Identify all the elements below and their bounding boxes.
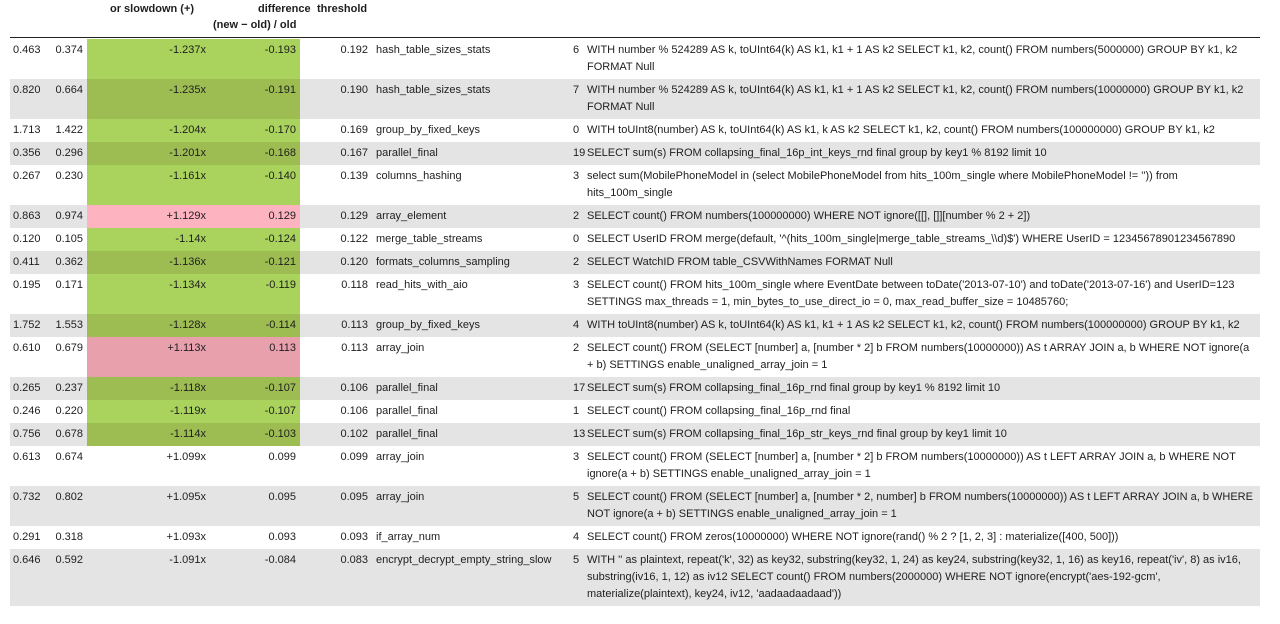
- old-time-cell: 0.356: [10, 142, 46, 165]
- query-index-cell: 3: [573, 170, 580, 182]
- table-row: [10, 446, 1260, 486]
- new-time-cell: 0.220: [55, 405, 83, 417]
- new-time-cell: 0.318: [55, 531, 83, 543]
- table-row: [10, 205, 1260, 228]
- difference-cell: -0.119: [210, 274, 300, 314]
- ratio-column-header: or slowdown (+): [110, 3, 195, 15]
- query-index-cell: 5: [569, 486, 583, 526]
- difference-cell: -0.168: [210, 142, 300, 165]
- difference-cell: -0.107: [210, 377, 300, 400]
- table-row: [10, 377, 1260, 400]
- new-time-cell: 0.974: [46, 205, 87, 228]
- query-index-cell: 4: [569, 314, 583, 337]
- table-row: [10, 79, 1260, 119]
- old-time-cell: 0.120: [13, 233, 41, 245]
- query-cell: SELECT count() FROM (SELECT [number] a, [number * 2, number] b FROM numbers(10000000)) AS t LEFT ARRAY JOIN a, b WHERE NOT ignore(a + b) SETTINGS enable_unaligned_array_join = 1: [583, 486, 1260, 526]
- new-time-cell: 0.374: [55, 44, 83, 56]
- test-name-cell: merge_table_streams: [376, 233, 483, 245]
- table-row: [10, 526, 1260, 549]
- difference-cell: 0.095: [210, 486, 300, 526]
- ratio-cell: -1.161x: [87, 165, 210, 205]
- old-time-cell: 0.265: [10, 377, 46, 400]
- table-header: [0, 0, 1280, 38]
- new-time-cell: 0.592: [46, 549, 87, 606]
- query-index-cell: 0: [573, 233, 580, 245]
- difference-cell: -0.140: [210, 165, 300, 205]
- threshold-cell: 0.095: [300, 486, 372, 526]
- test-name-cell: array_join: [376, 451, 425, 463]
- difference-cell: 0.093: [268, 531, 296, 543]
- threshold-cell: 0.192: [340, 44, 368, 56]
- test-name-cell: parallel_final: [372, 377, 569, 400]
- difference-cell: -0.170: [210, 119, 300, 142]
- difference-cell: -0.084: [210, 549, 300, 606]
- threshold-cell: 0.139: [340, 170, 368, 182]
- test-name-cell: encrypt_decrypt_empty_string_slow: [372, 549, 569, 606]
- query-index-cell: 4: [573, 531, 580, 543]
- ratio-cell: -1.114x: [87, 423, 210, 446]
- test-name-cell: group_by_fixed_keys: [376, 124, 480, 136]
- query-index-cell: 3: [573, 279, 580, 291]
- difference-formula-header: (new − old) / old: [213, 19, 297, 31]
- difference-cell: -0.191: [210, 79, 300, 119]
- old-time-cell: 0.246: [13, 405, 41, 417]
- query-index-cell: 0: [573, 124, 580, 136]
- table-row: [10, 165, 1260, 205]
- ratio-cell: -1.204x: [87, 119, 210, 142]
- threshold-cell: 0.169: [340, 124, 368, 136]
- new-time-cell: 0.296: [46, 142, 87, 165]
- query-index-cell: 5: [569, 549, 583, 606]
- query-cell: WITH toUInt8(number) AS k, toUInt64(k) AS k1, k AS k2 SELECT k1, k2, count() FROM numbers(100000000) GROUP BY k1, k2: [587, 124, 1215, 136]
- old-time-cell: 0.613: [13, 451, 41, 463]
- query-cell: select sum(MobilePhoneModel in (select MobilePhoneModel from hits_100m_single where MobilePhoneModel != '')) from hits_100m_single: [587, 170, 1178, 199]
- ratio-cell: -1.119x: [87, 400, 210, 423]
- query-cell: SELECT WatchID FROM table_CSVWithNames FORMAT Null: [583, 251, 1260, 274]
- ratio-cell: -1.136x: [87, 251, 210, 274]
- query-index-cell: 7: [569, 79, 583, 119]
- difference-cell: -0.193: [210, 39, 300, 79]
- query-cell: WITH number % 524289 AS k, toUInt64(k) AS k1, k1 + 1 AS k2 SELECT k1, k2, count() FROM numbers(10000000) GROUP BY k1, k2 FORMAT Null: [583, 79, 1260, 119]
- table-row: [10, 228, 1260, 251]
- old-time-cell: 0.463: [13, 44, 41, 56]
- query-index-cell: 6: [573, 44, 580, 56]
- old-time-cell: 0.756: [10, 423, 46, 446]
- ratio-cell: +1.113x: [87, 337, 210, 377]
- threshold-cell: 0.118: [341, 279, 368, 291]
- difference-cell: 0.129: [210, 205, 300, 228]
- table-row: [10, 549, 1260, 606]
- new-time-cell: 0.678: [46, 423, 87, 446]
- threshold-cell: 0.083: [300, 549, 372, 606]
- query-cell: SELECT count() FROM collapsing_final_16p_rnd final: [587, 405, 851, 417]
- old-time-cell: 0.863: [10, 205, 46, 228]
- query-cell: SELECT count() FROM numbers(100000000) WHERE NOT ignore([[], []][number % 2 + 2]): [583, 205, 1260, 228]
- new-time-cell: 0.679: [55, 342, 83, 354]
- threshold-cell: 0.190: [300, 79, 372, 119]
- query-index-cell: 13: [569, 423, 583, 446]
- difference-column-header: difference: [258, 3, 311, 15]
- ratio-cell: -1.134x: [87, 274, 210, 314]
- ratio-cell: +1.099x: [166, 451, 206, 463]
- old-time-cell: 0.291: [13, 531, 41, 543]
- threshold-cell: 0.167: [300, 142, 372, 165]
- test-name-cell: array_join: [376, 342, 425, 354]
- table-row: [10, 423, 1260, 446]
- test-name-cell: read_hits_with_aio: [376, 279, 468, 291]
- query-cell: SELECT count() FROM (SELECT [number] a, [number * 2] b FROM numbers(10000000)) AS t LEFT ARRAY JOIN a, b WHERE NOT ignore(a + b) SETTINGS enable_unaligned_array_join = 1: [587, 451, 1236, 480]
- query-cell: SELECT sum(s) FROM collapsing_final_16p_rnd final group by key1 % 8192 limit 10: [583, 377, 1260, 400]
- old-time-cell: 0.610: [13, 342, 41, 354]
- ratio-cell: -1.128x: [87, 314, 210, 337]
- old-time-cell: 0.411: [10, 251, 46, 274]
- ratio-cell: -1.235x: [87, 79, 210, 119]
- table-row: [10, 337, 1260, 377]
- query-index-cell: 1: [573, 405, 580, 417]
- threshold-cell: 0.093: [340, 531, 368, 543]
- new-time-cell: 0.237: [46, 377, 87, 400]
- query-index-cell: 2: [569, 205, 583, 228]
- table-row: [10, 274, 1260, 314]
- ratio-cell: -1.14x: [87, 228, 210, 251]
- threshold-cell: 0.102: [300, 423, 372, 446]
- threshold-cell: 0.129: [300, 205, 372, 228]
- new-time-cell: 0.664: [46, 79, 87, 119]
- test-name-cell: columns_hashing: [376, 170, 462, 182]
- difference-cell: -0.114: [210, 314, 300, 337]
- query-cell: SELECT UserID FROM merge(default, '^(hits_100m_single|merge_table_streams_\\d)$') WHERE UserID = 12345678901234567890: [587, 233, 1236, 245]
- threshold-cell: 0.099: [340, 451, 368, 463]
- test-name-cell: parallel_final: [376, 405, 438, 417]
- old-time-cell: 0.267: [13, 170, 41, 182]
- threshold-cell: 0.106: [300, 377, 372, 400]
- new-time-cell: 0.362: [46, 251, 87, 274]
- ratio-cell: -1.201x: [87, 142, 210, 165]
- new-time-cell: 1.553: [46, 314, 87, 337]
- threshold-cell: 0.122: [340, 233, 368, 245]
- query-index-cell: 2: [569, 251, 583, 274]
- ratio-cell: -1.118x: [87, 377, 210, 400]
- query-cell: WITH '' as plaintext, repeat('k', 32) as key32, substring(key32, 1, 24) as key24, substring(key32, 1, 16) as key16, repeat('iv', 8) as iv16, substring(iv16, 1, 12) as iv12 SELECT count() FROM numbers(2000000) WHERE NOT ignore(encrypt('aes-192-gcm', materialize(plaintext), key24, iv12, 'aadaadaadaad')): [583, 549, 1260, 606]
- query-cell: SELECT count() FROM hits_100m_single where EventDate between toDate('2013-07-10') and toDate('2013-07-16') and UserID=123 SETTINGS max_threads = 1, min_bytes_to_use_direct_io = 0, max_read_buffer_size = 10485760;: [587, 279, 1235, 308]
- performance-comparison-table: [10, 39, 1260, 606]
- table-row: [10, 39, 1260, 79]
- old-time-cell: 0.195: [13, 279, 41, 291]
- difference-cell: 0.113: [210, 337, 300, 377]
- old-time-cell: 1.713: [13, 124, 41, 136]
- table-row: [10, 119, 1260, 142]
- difference-cell: -0.121: [210, 251, 300, 274]
- difference-cell: -0.103: [210, 423, 300, 446]
- new-time-cell: 0.674: [55, 451, 83, 463]
- threshold-cell: 0.113: [300, 314, 372, 337]
- new-time-cell: 1.422: [55, 124, 83, 136]
- test-name-cell: array_element: [372, 205, 569, 228]
- query-cell: SELECT sum(s) FROM collapsing_final_16p_int_keys_rnd final group by key1 % 8192 limit 10: [583, 142, 1260, 165]
- threshold-cell: 0.120: [300, 251, 372, 274]
- table-row: [10, 314, 1260, 337]
- old-time-cell: 0.732: [10, 486, 46, 526]
- query-index-cell: 2: [573, 342, 580, 354]
- ratio-cell: +1.129x: [87, 205, 210, 228]
- header-divider: [10, 37, 1260, 38]
- old-time-cell: 0.820: [10, 79, 46, 119]
- test-name-cell: formats_columns_sampling: [372, 251, 569, 274]
- test-name-cell: group_by_fixed_keys: [372, 314, 569, 337]
- new-time-cell: 0.171: [55, 279, 83, 291]
- threshold-cell: 0.113: [341, 342, 368, 354]
- test-name-cell: hash_table_sizes_stats: [372, 79, 569, 119]
- test-name-cell: array_join: [372, 486, 569, 526]
- test-name-cell: parallel_final: [372, 142, 569, 165]
- difference-cell: 0.099: [268, 451, 296, 463]
- difference-cell: -0.107: [210, 400, 300, 423]
- ratio-cell: -1.091x: [87, 549, 210, 606]
- ratio-cell: +1.093x: [166, 531, 206, 543]
- table-row: [10, 486, 1260, 526]
- query-cell: WITH number % 524289 AS k, toUInt64(k) AS k1, k1 + 1 AS k2 SELECT k1, k2, count() FROM numbers(5000000) GROUP BY k1, k2 FORMAT Null: [587, 44, 1238, 73]
- query-cell: SELECT count() FROM (SELECT [number] a, [number * 2] b FROM numbers(10000000)) AS t ARRAY JOIN a, b WHERE NOT ignore(a + b) SETTINGS enable_unaligned_array_join = 1: [587, 342, 1250, 371]
- old-time-cell: 1.752: [10, 314, 46, 337]
- query-index-cell: 3: [573, 451, 580, 463]
- test-name-cell: parallel_final: [372, 423, 569, 446]
- query-index-cell: 19: [569, 142, 583, 165]
- old-time-cell: 0.646: [10, 549, 46, 606]
- ratio-cell: -1.237x: [87, 39, 210, 79]
- query-cell: SELECT sum(s) FROM collapsing_final_16p_str_keys_rnd final group by key1 limit 10: [583, 423, 1260, 446]
- difference-cell: -0.124: [210, 228, 300, 251]
- new-time-cell: 0.230: [55, 170, 83, 182]
- new-time-cell: 0.105: [55, 233, 83, 245]
- threshold-column-header: threshold: [317, 3, 368, 15]
- test-name-cell: if_array_num: [376, 531, 441, 543]
- query-cell: WITH toUInt8(number) AS k, toUInt64(k) AS k1, k1 + 1 AS k2 SELECT k1, k2, count() FROM numbers(100000000) GROUP BY k1, k2: [583, 314, 1260, 337]
- threshold-cell: 0.106: [340, 405, 368, 417]
- table-row: [10, 251, 1260, 274]
- new-time-cell: 0.802: [46, 486, 87, 526]
- table-row: [10, 142, 1260, 165]
- test-name-cell: hash_table_sizes_stats: [376, 44, 491, 56]
- query-index-cell: 17: [569, 377, 583, 400]
- query-cell: SELECT count() FROM zeros(10000000) WHERE NOT ignore(rand() % 2 ? [1, 2, 3] : materialize([400, 500])): [587, 531, 1119, 543]
- table-row: [10, 400, 1260, 423]
- ratio-cell: +1.095x: [87, 486, 210, 526]
